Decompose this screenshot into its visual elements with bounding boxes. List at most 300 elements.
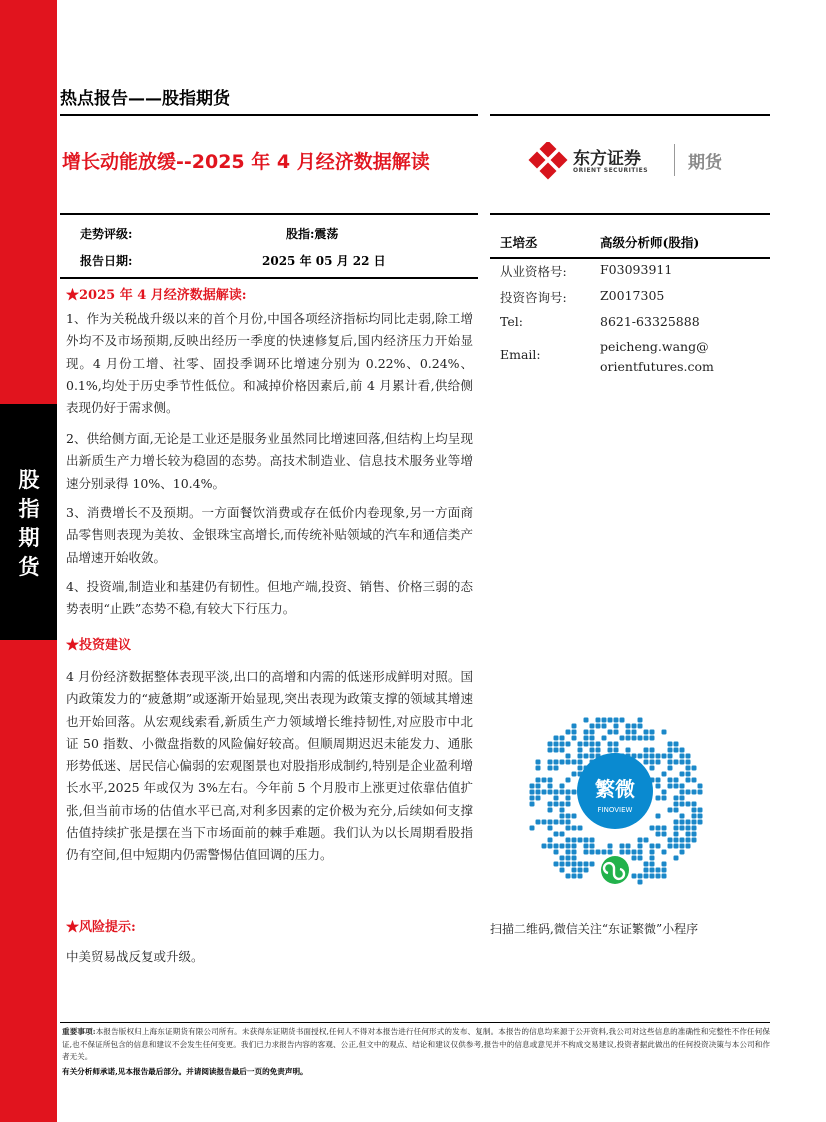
company-logo bbox=[528, 142, 738, 180]
qr-module bbox=[566, 856, 571, 861]
qr-module bbox=[566, 754, 571, 759]
qr-module bbox=[608, 718, 613, 723]
qr-module bbox=[566, 796, 571, 801]
qr-module bbox=[584, 844, 589, 849]
qr-module bbox=[566, 790, 571, 795]
qr-module bbox=[692, 814, 697, 819]
qr-module bbox=[590, 862, 595, 867]
qr-module bbox=[674, 820, 679, 825]
qr-module bbox=[650, 844, 655, 849]
qr-module bbox=[698, 820, 703, 825]
qr-module bbox=[674, 856, 679, 861]
qr-module bbox=[650, 826, 655, 831]
meta-rule-bottom bbox=[60, 277, 478, 279]
qr-module bbox=[692, 790, 697, 795]
qr-module bbox=[548, 808, 553, 813]
qr-module bbox=[536, 766, 541, 771]
qr-module bbox=[542, 844, 547, 849]
qr-module bbox=[668, 784, 673, 789]
logo-mark-icon bbox=[528, 142, 568, 180]
qr-module bbox=[572, 790, 577, 795]
qr-module bbox=[578, 748, 583, 753]
paragraph-advice: 4 月份经济数据整体表现平淡,出口的高增和内需的低迷形成鲜明对照。国内政策发力的“疲惫期”或逐渐开始显现,突出表现为政策支撑的领域其增速也开始回落。从宏观线索看,新质生产力领域增长维持韧性,对应股市中北证 50 指数、小微盘指数的风险偏好较高。但顺周期迟迟未能发力、通胀形势低迷、居民信心偏弱的宏观图景也对股指形成制约,特别是企业盈利增长水平,2025 年或仅为 3%左右。今年前 5 个月股市上涨更过依靠估值扩张,但当前市场的估值水平已高,对利多因素的定价极为充分,后续如何支撑估值持续扩张是摆在当下市场面前的棘手难题。我们认为以长周期看股指仍有空间,但中短期内仍需警惕估值回调的压力。 bbox=[66, 669, 473, 863]
qr-module bbox=[566, 730, 571, 735]
qr-module bbox=[602, 736, 607, 741]
qr-module bbox=[644, 730, 649, 735]
qr-module bbox=[560, 748, 565, 753]
qr-module bbox=[662, 790, 667, 795]
qr-module bbox=[626, 844, 631, 849]
qr-module bbox=[674, 748, 679, 753]
analyst-row-value: F03093911 bbox=[600, 262, 673, 277]
qr-module bbox=[644, 748, 649, 753]
qr-module bbox=[632, 730, 637, 735]
logo-english: ORIENT SECURITIES bbox=[573, 167, 649, 174]
qr-module bbox=[644, 868, 649, 873]
qr-module bbox=[638, 754, 643, 759]
qr-module bbox=[662, 826, 667, 831]
qr-module bbox=[674, 784, 679, 789]
qr-module bbox=[686, 802, 691, 807]
qr-module bbox=[590, 838, 595, 843]
qr-module bbox=[566, 778, 571, 783]
qr-module bbox=[584, 838, 589, 843]
qr-module bbox=[602, 718, 607, 723]
side-label: 股 指 期 货 bbox=[18, 468, 40, 579]
qr-module bbox=[656, 826, 661, 831]
analyst-row-label: Email: bbox=[500, 347, 541, 362]
logo-name: 东方证券 bbox=[573, 149, 641, 169]
qr-module bbox=[596, 742, 601, 747]
qr-module bbox=[590, 748, 595, 753]
qr-module bbox=[668, 766, 673, 771]
qr-module bbox=[686, 838, 691, 843]
qr-module bbox=[680, 754, 685, 759]
qr-module bbox=[584, 850, 589, 855]
qr-module bbox=[626, 850, 631, 855]
qr-code-icon bbox=[522, 710, 708, 896]
qr-module bbox=[632, 736, 637, 741]
qr-module bbox=[530, 802, 535, 807]
qr-module bbox=[644, 736, 649, 741]
analyst-email: peicheng.wang@ bbox=[600, 339, 709, 354]
qr-module bbox=[668, 760, 673, 765]
qr-module bbox=[566, 862, 571, 867]
qr-module bbox=[626, 736, 631, 741]
qr-module bbox=[620, 718, 625, 723]
qr-module bbox=[644, 760, 649, 765]
qr-module bbox=[614, 724, 619, 729]
qr-module bbox=[662, 754, 667, 759]
qr-module bbox=[614, 730, 619, 735]
qr-module bbox=[548, 778, 553, 783]
qr-module bbox=[578, 862, 583, 867]
qr-module bbox=[548, 766, 553, 771]
qr-module bbox=[662, 730, 667, 735]
qr-module bbox=[656, 874, 661, 879]
qr-module bbox=[554, 850, 559, 855]
qr-module bbox=[566, 850, 571, 855]
qr-module bbox=[662, 796, 667, 801]
qr-module bbox=[638, 856, 643, 861]
qr-module bbox=[620, 844, 625, 849]
qr-module bbox=[536, 790, 541, 795]
qr-module bbox=[656, 784, 661, 789]
qr-module bbox=[602, 724, 607, 729]
qr-module bbox=[536, 796, 541, 801]
analyst-name: 王培丞 bbox=[500, 235, 538, 250]
qr-module bbox=[536, 784, 541, 789]
qr-module bbox=[560, 736, 565, 741]
qr-module bbox=[548, 760, 553, 765]
qr-module bbox=[668, 838, 673, 843]
qr-module bbox=[530, 784, 535, 789]
qr-module bbox=[554, 742, 559, 747]
qr-module bbox=[638, 844, 643, 849]
logo-divider bbox=[674, 144, 675, 176]
qr-module bbox=[632, 874, 637, 879]
qr-module bbox=[542, 790, 547, 795]
section-heading-risk: ★风险提示: bbox=[66, 920, 136, 935]
qr-module bbox=[668, 778, 673, 783]
qr-module bbox=[668, 742, 673, 747]
qr-module bbox=[572, 772, 577, 777]
qr-module bbox=[626, 724, 631, 729]
qr-module bbox=[566, 814, 571, 819]
qr-module bbox=[620, 850, 625, 855]
qr-module bbox=[674, 826, 679, 831]
qr-module bbox=[578, 874, 583, 879]
qr-module bbox=[560, 856, 565, 861]
qr-module bbox=[650, 856, 655, 861]
qr-module bbox=[584, 754, 589, 759]
qr-module bbox=[656, 844, 661, 849]
qr-module bbox=[644, 754, 649, 759]
qr-module bbox=[692, 826, 697, 831]
qr-module bbox=[602, 850, 607, 855]
qr-module bbox=[650, 730, 655, 735]
qr-module bbox=[566, 844, 571, 849]
qr-module bbox=[650, 754, 655, 759]
qr-module bbox=[656, 832, 661, 837]
qr-module bbox=[674, 844, 679, 849]
paragraph-4: 4、投资端,制造业和基建仍有韧性。但地产端,投资、销售、价格三弱的态势表明“止跌”态势不稳,有较大下行压力。 bbox=[66, 579, 473, 617]
qr-module bbox=[692, 766, 697, 771]
qr-module bbox=[674, 832, 679, 837]
paragraph-3: 3、消费增长不及预期。一方面餐饮消费或存在低价内卷现象,另一方面商品零售则表现为美妆、金银珠宝高增长,而传统补贴领域的汽车和通信类产品增速开始收敛。 bbox=[66, 505, 473, 565]
paragraph-2: 2、供给侧方面,无论是工业还是服务业虽然同比增速回落,但结构上均呈现出新质生产力增长较为稳固的态势。高技术制造业、信息技术服务业等增速分别录得 10%、10.4%。 bbox=[66, 431, 473, 491]
qr-module bbox=[608, 844, 613, 849]
qr-module bbox=[650, 850, 655, 855]
qr-module bbox=[584, 862, 589, 867]
qr-module bbox=[566, 874, 571, 879]
qr-module bbox=[578, 826, 583, 831]
qr-module bbox=[680, 748, 685, 753]
qr-module bbox=[590, 754, 595, 759]
qr-module bbox=[578, 766, 583, 771]
header-rule-left bbox=[60, 114, 478, 116]
qr-module bbox=[686, 760, 691, 765]
qr-module bbox=[632, 856, 637, 861]
qr-module bbox=[590, 736, 595, 741]
qr-module bbox=[560, 832, 565, 837]
qr-module bbox=[566, 838, 571, 843]
qr-module bbox=[638, 850, 643, 855]
qr-module bbox=[632, 724, 637, 729]
qr-module bbox=[608, 850, 613, 855]
qr-module bbox=[638, 724, 643, 729]
qr-module bbox=[560, 760, 565, 765]
analyst-role: 高级分析师(股指) bbox=[600, 235, 700, 250]
disclaimer-lead: 重要事项: bbox=[62, 1027, 96, 1036]
qr-caption: 扫描二维码,微信关注“东证繁微”小程序 bbox=[490, 922, 699, 936]
qr-module bbox=[680, 784, 685, 789]
rating-value: 股指:震荡 bbox=[286, 227, 339, 241]
analyst-row-value: 8621-63325888 bbox=[600, 314, 700, 329]
qr-brand-cn: 繁微 bbox=[595, 777, 635, 801]
qr-module bbox=[692, 778, 697, 783]
qr-module bbox=[638, 838, 643, 843]
qr-module bbox=[572, 724, 577, 729]
qr-module bbox=[572, 844, 577, 849]
qr-module bbox=[566, 820, 571, 825]
qr-module bbox=[548, 820, 553, 825]
disclaimer-body: 本报告版权归上海东证期货有限公司所有。未获得东证期货书面授权,任何人不得对本报告进行任何形式的发布、复制。本报告的信息均来源于公开资料,我公司对这些信息的准确性和完整性不作任何保证,也不保证所包含的信息和建议不会发生任何变更。我们已力求报告内容的客观、公正,但文中的观点、结论和建议仅供参考,报告中的信息或意见并不构成交易建议,投资者据此做出的任何投资决策与本公司和作者无关。 bbox=[62, 1027, 770, 1061]
qr-module bbox=[548, 844, 553, 849]
qr-module bbox=[674, 802, 679, 807]
qr-module bbox=[596, 718, 601, 723]
qr-module bbox=[680, 760, 685, 765]
qr-module bbox=[656, 778, 661, 783]
qr-module bbox=[590, 730, 595, 735]
qr-module bbox=[614, 748, 619, 753]
qr-module bbox=[692, 808, 697, 813]
qr-module bbox=[638, 880, 643, 885]
qr-module bbox=[680, 844, 685, 849]
qr-module bbox=[698, 784, 703, 789]
qr-module bbox=[674, 760, 679, 765]
qr-module bbox=[680, 772, 685, 777]
disclaimer-footer: 有关分析师承诺,见本报告最后部分。并请阅读报告最后一页的免责声明。 bbox=[62, 1067, 308, 1076]
qr-module bbox=[644, 862, 649, 867]
qr-module bbox=[560, 790, 565, 795]
qr-module bbox=[686, 778, 691, 783]
qr-module bbox=[560, 868, 565, 873]
qr-module bbox=[686, 754, 691, 759]
qr-module bbox=[680, 838, 685, 843]
qr-module bbox=[554, 832, 559, 837]
qr-module bbox=[548, 784, 553, 789]
disclaimer-rule bbox=[60, 1022, 770, 1023]
qr-module bbox=[680, 790, 685, 795]
qr-module bbox=[572, 760, 577, 765]
qr-module bbox=[530, 796, 535, 801]
qr-module bbox=[584, 868, 589, 873]
qr-module bbox=[644, 874, 649, 879]
qr-module bbox=[596, 748, 601, 753]
qr-module bbox=[674, 796, 679, 801]
qr-module bbox=[680, 796, 685, 801]
qr-module bbox=[638, 874, 643, 879]
qr-module bbox=[578, 754, 583, 759]
qr-module bbox=[572, 868, 577, 873]
qr-module bbox=[668, 754, 673, 759]
qr-module bbox=[626, 748, 631, 753]
analyst-row-label: 投资咨询号: bbox=[500, 290, 567, 305]
page-title: 增长动能放缓--2025 年 4 月经济数据解读 bbox=[62, 151, 430, 173]
qr-module bbox=[590, 742, 595, 747]
qr-module bbox=[662, 862, 667, 867]
qr-module bbox=[614, 742, 619, 747]
disclaimer bbox=[62, 1026, 770, 1064]
qr-module bbox=[572, 850, 577, 855]
qr-module bbox=[542, 778, 547, 783]
analyst-email-cont: orientfutures.com bbox=[600, 359, 714, 374]
qr-module bbox=[680, 850, 685, 855]
qr-module bbox=[692, 838, 697, 843]
qr-module bbox=[626, 730, 631, 735]
qr-module bbox=[698, 790, 703, 795]
qr-module bbox=[584, 736, 589, 741]
qr-module bbox=[686, 772, 691, 777]
qr-module bbox=[572, 862, 577, 867]
qr-module bbox=[566, 826, 571, 831]
qr-module bbox=[608, 730, 613, 735]
qr-module bbox=[548, 742, 553, 747]
qr-module bbox=[686, 766, 691, 771]
qr-module bbox=[686, 826, 691, 831]
qr-module bbox=[692, 802, 697, 807]
qr-module bbox=[662, 832, 667, 837]
qr-module bbox=[656, 754, 661, 759]
date-label: 报告日期: bbox=[80, 254, 133, 268]
qr-module bbox=[590, 724, 595, 729]
qr-module bbox=[692, 832, 697, 837]
qr-module bbox=[650, 874, 655, 879]
qr-module bbox=[614, 718, 619, 723]
qr-module bbox=[656, 814, 661, 819]
qr-module bbox=[554, 802, 559, 807]
qr-module bbox=[698, 808, 703, 813]
qr-module bbox=[566, 802, 571, 807]
qr-module bbox=[572, 826, 577, 831]
qr-module bbox=[554, 748, 559, 753]
qr-module bbox=[572, 730, 577, 735]
qr-module bbox=[692, 820, 697, 825]
qr-module bbox=[560, 802, 565, 807]
qr-module bbox=[662, 868, 667, 873]
analyst-rule bbox=[490, 257, 770, 259]
qr-module bbox=[668, 748, 673, 753]
qr-module bbox=[656, 868, 661, 873]
qr-module bbox=[608, 742, 613, 747]
analyst-row-label: Tel: bbox=[500, 314, 523, 329]
qr-module bbox=[560, 862, 565, 867]
qr-module bbox=[554, 766, 559, 771]
qr-brand-en: FINOVIEW bbox=[597, 806, 633, 814]
qr-module bbox=[578, 838, 583, 843]
qr-module bbox=[656, 760, 661, 765]
qr-module bbox=[554, 844, 559, 849]
analyst-row-value: Z0017305 bbox=[600, 288, 665, 303]
qr-module bbox=[590, 844, 595, 849]
qr-module bbox=[638, 736, 643, 741]
qr-module bbox=[596, 724, 601, 729]
rating-label: 走势评级: bbox=[80, 227, 133, 241]
qr-module bbox=[686, 820, 691, 825]
qr-module bbox=[686, 844, 691, 849]
qr-module bbox=[638, 718, 643, 723]
analyst-row-label: 从业资格号: bbox=[500, 264, 567, 279]
qr-module bbox=[620, 736, 625, 741]
qr-module bbox=[560, 814, 565, 819]
qr-module bbox=[632, 850, 637, 855]
qr-module bbox=[548, 838, 553, 843]
qr-module bbox=[572, 736, 577, 741]
qr-module bbox=[680, 826, 685, 831]
qr-module bbox=[656, 796, 661, 801]
qr-module bbox=[674, 742, 679, 747]
qr-module bbox=[566, 742, 571, 747]
qr-module bbox=[548, 790, 553, 795]
qr-module bbox=[608, 748, 613, 753]
qr-module bbox=[536, 820, 541, 825]
qr-module bbox=[572, 814, 577, 819]
qr-module bbox=[560, 820, 565, 825]
qr-module bbox=[662, 874, 667, 879]
qr-module bbox=[536, 760, 541, 765]
qr-module bbox=[584, 742, 589, 747]
qr-module bbox=[554, 796, 559, 801]
qr-module bbox=[560, 742, 565, 747]
paragraph-1: 1、作为关税战升级以来的首个月份,中国各项经济指标均同比走弱,除工增外均不及市场预期,反映出经历一季度的快速修复后,国内经济压力开始显现。4 月份工增、社零、固投季调环比增速分别为 0.22%、0.24%、0.1%,均处于历史季节性低位。和减掉价格因素后,前 4 月累计看,供给侧表现仍好于需求侧。 bbox=[66, 311, 473, 416]
report-category: 热点报告——股指期货 bbox=[60, 89, 230, 109]
paragraph-risk: 中美贸易战反复或升级。 bbox=[66, 949, 204, 964]
qr-module bbox=[650, 748, 655, 753]
qr-module bbox=[662, 772, 667, 777]
qr-module bbox=[584, 718, 589, 723]
qr-module bbox=[530, 826, 535, 831]
qr-module bbox=[650, 760, 655, 765]
qr-module bbox=[554, 820, 559, 825]
qr-module bbox=[548, 826, 553, 831]
qr-module bbox=[674, 838, 679, 843]
qr-module bbox=[554, 790, 559, 795]
qr-module bbox=[566, 760, 571, 765]
qr-module bbox=[680, 814, 685, 819]
qr-module bbox=[560, 808, 565, 813]
qr-module bbox=[674, 778, 679, 783]
logo-division: 期货 bbox=[688, 153, 722, 173]
qr-module bbox=[548, 802, 553, 807]
qr-module bbox=[596, 850, 601, 855]
qr-module bbox=[554, 862, 559, 867]
qr-module bbox=[668, 844, 673, 849]
qr-module bbox=[686, 790, 691, 795]
qr-module bbox=[578, 760, 583, 765]
qr-module bbox=[674, 808, 679, 813]
qr-code bbox=[522, 710, 708, 896]
qr-module bbox=[554, 760, 559, 765]
qr-module bbox=[650, 736, 655, 741]
qr-module bbox=[560, 844, 565, 849]
qr-module bbox=[572, 874, 577, 879]
section-heading-advice: ★投资建议 bbox=[66, 638, 132, 653]
analyst-rule-top bbox=[490, 213, 770, 215]
header-rule-right bbox=[490, 114, 770, 116]
meta-rule-top bbox=[60, 213, 478, 215]
qr-module bbox=[530, 790, 535, 795]
